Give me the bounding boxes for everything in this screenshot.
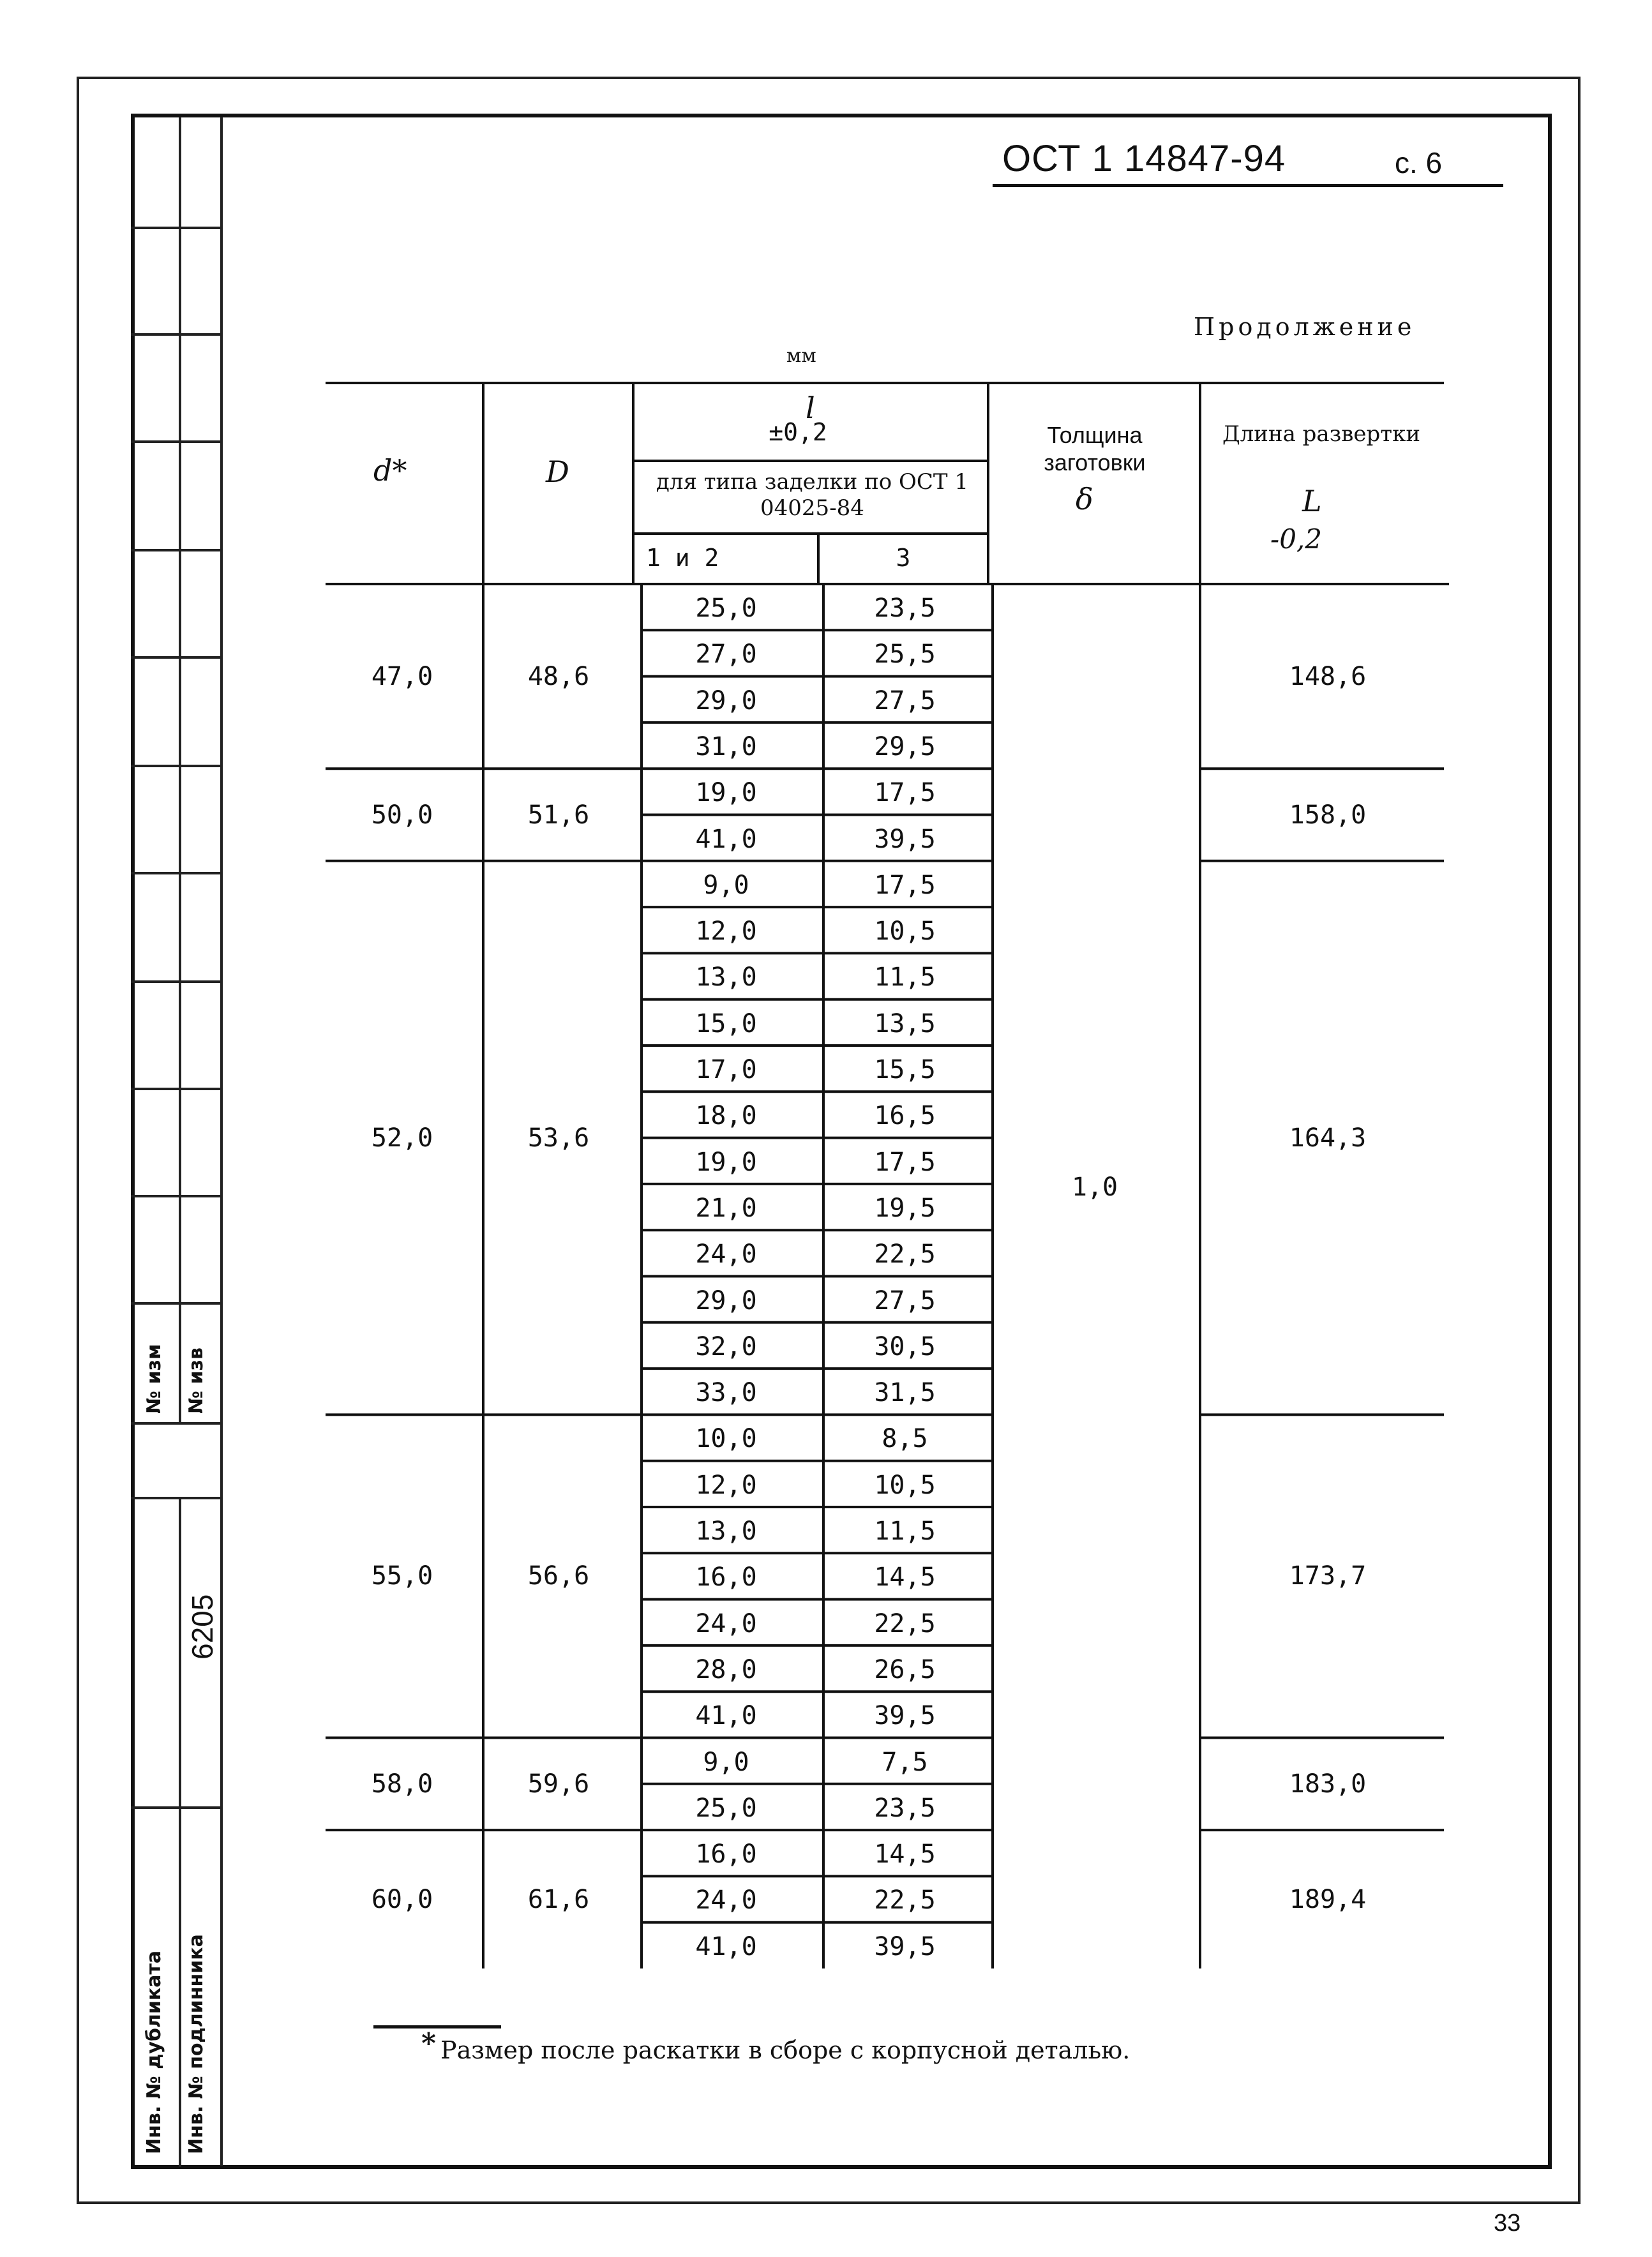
footnote-text: Размер после раскатки в сборе с корпусной деталью. — [440, 2036, 1130, 2064]
l-type3-value: 17,5 — [874, 1147, 936, 1177]
l-type12-value: 13,0 — [695, 1517, 757, 1546]
l-type3-value: 14,5 — [874, 1563, 936, 1593]
L-value: 173,7 — [1289, 1561, 1367, 1591]
l-type12-value: 41,0 — [695, 1701, 757, 1731]
L-value: 189,4 — [1289, 1884, 1367, 1914]
l-tolerance: ±0,2 — [769, 418, 827, 446]
l-type12-value: 29,0 — [695, 686, 757, 716]
D-value: 59,6 — [527, 1769, 590, 1799]
l-type3-value: 29,5 — [874, 731, 936, 761]
l-type3-value: 39,5 — [874, 824, 936, 854]
l-type3-value: 27,5 — [874, 686, 936, 716]
l-symbol: l — [806, 391, 815, 425]
l-type12-value: 24,0 — [695, 1886, 757, 1916]
d-value: 52,0 — [371, 1123, 433, 1153]
l-type12-value: 19,0 — [695, 1147, 757, 1177]
d-column-header: d* — [373, 453, 407, 488]
l-type12-value: 16,0 — [695, 1563, 757, 1593]
l-type12-value: 13,0 — [695, 963, 757, 993]
l-type12-value: 12,0 — [695, 917, 757, 947]
l-type3-value: 7,5 — [882, 1747, 928, 1777]
d-value: 50,0 — [371, 800, 433, 830]
izm-label: № изм — [143, 1344, 165, 1414]
l-type3-value: 22,5 — [874, 1240, 936, 1270]
l-type12-value: 41,0 — [695, 1931, 757, 1961]
l-type12-value: 10,0 — [695, 1424, 757, 1454]
D-column-header: D — [546, 454, 569, 489]
D-value: 53,6 — [527, 1123, 590, 1153]
d-value: 47,0 — [371, 661, 433, 691]
l-type12-value: 12,0 — [695, 1470, 757, 1500]
l-type3-value: 17,5 — [874, 870, 936, 900]
D-value: 48,6 — [527, 661, 590, 691]
l-type12-value: 33,0 — [695, 1378, 757, 1408]
l-type3-value: 23,5 — [874, 1793, 936, 1823]
l-type12-value: 9,0 — [703, 870, 749, 900]
l-type3-value: 39,5 — [874, 1701, 936, 1731]
l-type3-value: 19,5 — [874, 1193, 936, 1223]
document-number: ОСТ 1 14847-94 — [1002, 138, 1286, 179]
original-inventory-number: 6205 — [186, 1594, 219, 1660]
l-type12-value: 16,0 — [695, 1840, 757, 1870]
l-type12-value: 17,0 — [695, 1055, 757, 1084]
duplicate-inventory-label: Инв. № дубликата — [143, 1950, 165, 2154]
D-value: 51,6 — [527, 800, 590, 830]
l-type3-value: 39,5 — [874, 1931, 936, 1961]
l-type12-value: 28,0 — [695, 1654, 757, 1684]
page-number: 33 — [1494, 2210, 1521, 2237]
length-tolerance: -0,2 — [1270, 523, 1322, 555]
l-type3-value: 30,5 — [874, 1331, 936, 1361]
d-value: 58,0 — [371, 1769, 433, 1799]
l-type3-value: 14,5 — [874, 1840, 936, 1870]
l-type3-value: 10,5 — [874, 1470, 936, 1500]
l-type3-value: 27,5 — [874, 1286, 936, 1316]
l-type3-value: 15,5 — [874, 1055, 936, 1084]
D-value: 61,6 — [527, 1884, 590, 1914]
l-type3-value: 22,5 — [874, 1886, 936, 1916]
l-type3-value: 23,5 — [874, 594, 936, 623]
l-subheader: для типа заделки по ОСТ 1 04025-84 — [656, 469, 969, 521]
d-value: 55,0 — [371, 1561, 433, 1591]
l-type12-value: 29,0 — [695, 1286, 757, 1316]
l-type3-value: 11,5 — [874, 963, 936, 993]
D-value: 56,6 — [527, 1561, 590, 1591]
l-type12-value: 27,0 — [695, 640, 757, 670]
l-type12-value: 25,0 — [695, 1793, 757, 1823]
l-type12-value: 18,0 — [695, 1101, 757, 1131]
l-type3-value: 31,5 — [874, 1378, 936, 1408]
footnote-rule — [373, 2025, 501, 2028]
l-type3-value: 8,5 — [882, 1424, 928, 1454]
l-type12-value: 41,0 — [695, 824, 757, 854]
page-label: с. 6 — [1395, 146, 1443, 179]
l-type12-value: 15,0 — [695, 1009, 757, 1039]
length-symbol: L — [1302, 484, 1322, 518]
type-3-header: 3 — [896, 544, 911, 572]
l-type3-value: 11,5 — [874, 1517, 936, 1546]
thickness-value: 1,0 — [1071, 1173, 1118, 1202]
l-type12-value: 31,0 — [695, 731, 757, 761]
izv-label: № изв — [185, 1347, 207, 1414]
L-value: 148,6 — [1289, 661, 1367, 691]
l-type12-value: 9,0 — [703, 1747, 749, 1777]
unit-label: мм — [786, 345, 816, 367]
l-type3-value: 25,5 — [874, 640, 936, 670]
l-type12-value: 24,0 — [695, 1240, 757, 1270]
L-value: 158,0 — [1289, 800, 1367, 830]
l-type3-value: 22,5 — [874, 1608, 936, 1638]
type-12-header: 1 и 2 — [646, 544, 719, 572]
footnote-mark: * — [421, 2027, 437, 2060]
continuation-label: Продолжение — [1194, 313, 1416, 341]
l-type12-value: 25,0 — [695, 594, 757, 623]
l-type3-value: 10,5 — [874, 917, 936, 947]
L-value: 164,3 — [1289, 1123, 1367, 1153]
l-type3-value: 13,5 — [874, 1009, 936, 1039]
l-type12-value: 32,0 — [695, 1331, 757, 1361]
l-type3-value: 17,5 — [874, 778, 936, 808]
thickness-symbol: δ — [1076, 482, 1093, 516]
thickness-header: Толщина заготовки — [1044, 422, 1146, 476]
l-type3-value: 16,5 — [874, 1101, 936, 1131]
l-type12-value: 19,0 — [695, 778, 757, 808]
original-inventory-label: Инв. № подлинника — [185, 1934, 207, 2154]
d-value: 60,0 — [371, 1884, 433, 1914]
l-type3-value: 26,5 — [874, 1654, 936, 1684]
L-value: 183,0 — [1289, 1769, 1367, 1799]
l-type12-value: 24,0 — [695, 1608, 757, 1638]
l-type12-value: 21,0 — [695, 1193, 757, 1223]
length-header: Длина развертки — [1222, 421, 1420, 447]
